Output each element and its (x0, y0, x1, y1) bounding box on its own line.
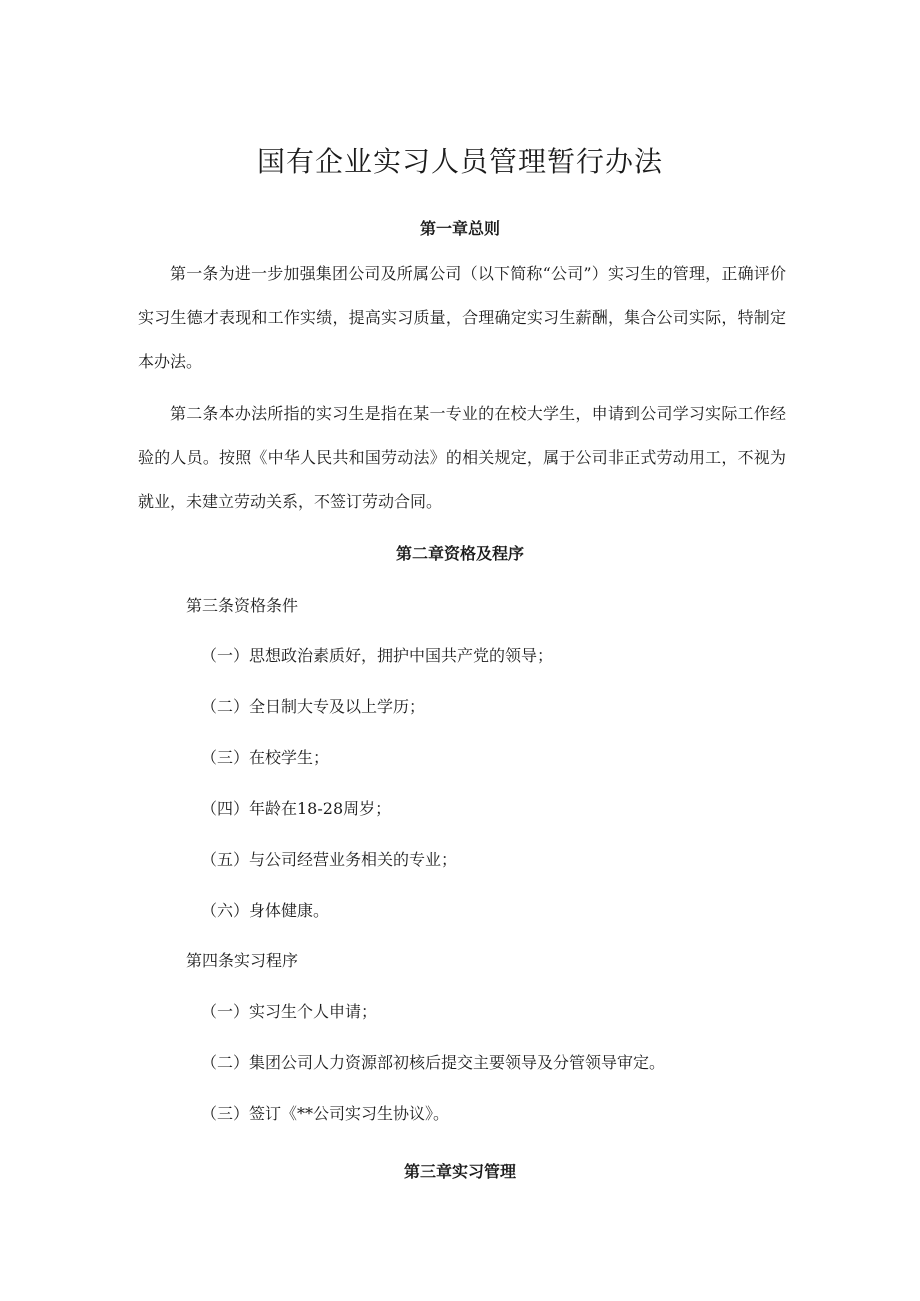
article-4-heading: 第四条实习程序 (186, 951, 299, 970)
article-4-item-1: （一）实习生个人申请； (201, 1002, 378, 1021)
article-3-item-1: （一）思想政治素质好，拥护中国共产党的领导； (201, 646, 554, 665)
article-3-item-5: （五）与公司经营业务相关的专业； (201, 850, 458, 869)
article-2-paragraph: 第二条本办法所指的实习生是指在某一专业的在校大学生，申请到公司学习实际工作经验的人员。按照《中华人民共和国劳动法》的相关规定，属于公司非正式劳动用工，不视为就业，未建立劳动关系，不签订劳动合同。 (138, 404, 786, 511)
article-3-item-3: （三）在校学生； (201, 748, 330, 767)
chapter-2-heading: 第二章资格及程序 (395, 544, 524, 563)
article-4-item-2: （二）集团公司人力资源部初核后提交主要领导及分管领导审定。 (201, 1053, 666, 1072)
chapter-3-heading: 第三章实习管理 (403, 1162, 516, 1181)
article-3-heading: 第三条资格条件 (186, 596, 299, 615)
chapter-1-heading: 第一章总则 (419, 219, 500, 238)
article-3-item-4: （四）年龄在18-28周岁； (201, 799, 392, 818)
article-3-item-6: （六）身体健康。 (201, 901, 330, 920)
article-1-paragraph: 第一条为进一步加强集团公司及所属公司（以下简称“公司”）实习生的管理，正确评价实习生德才表现和工作实绩，提高实习质量，合理确定实习生薪酬，集合公司实际，特制定本办法。 (138, 264, 786, 371)
document-title: 国有企业实习人员管理暂行办法 (256, 145, 663, 178)
article-3-item-2: （二）全日制大专及以上学历； (201, 697, 426, 716)
article-4-item-3: （三）签订《**公司实习生协议》。 (201, 1104, 450, 1123)
